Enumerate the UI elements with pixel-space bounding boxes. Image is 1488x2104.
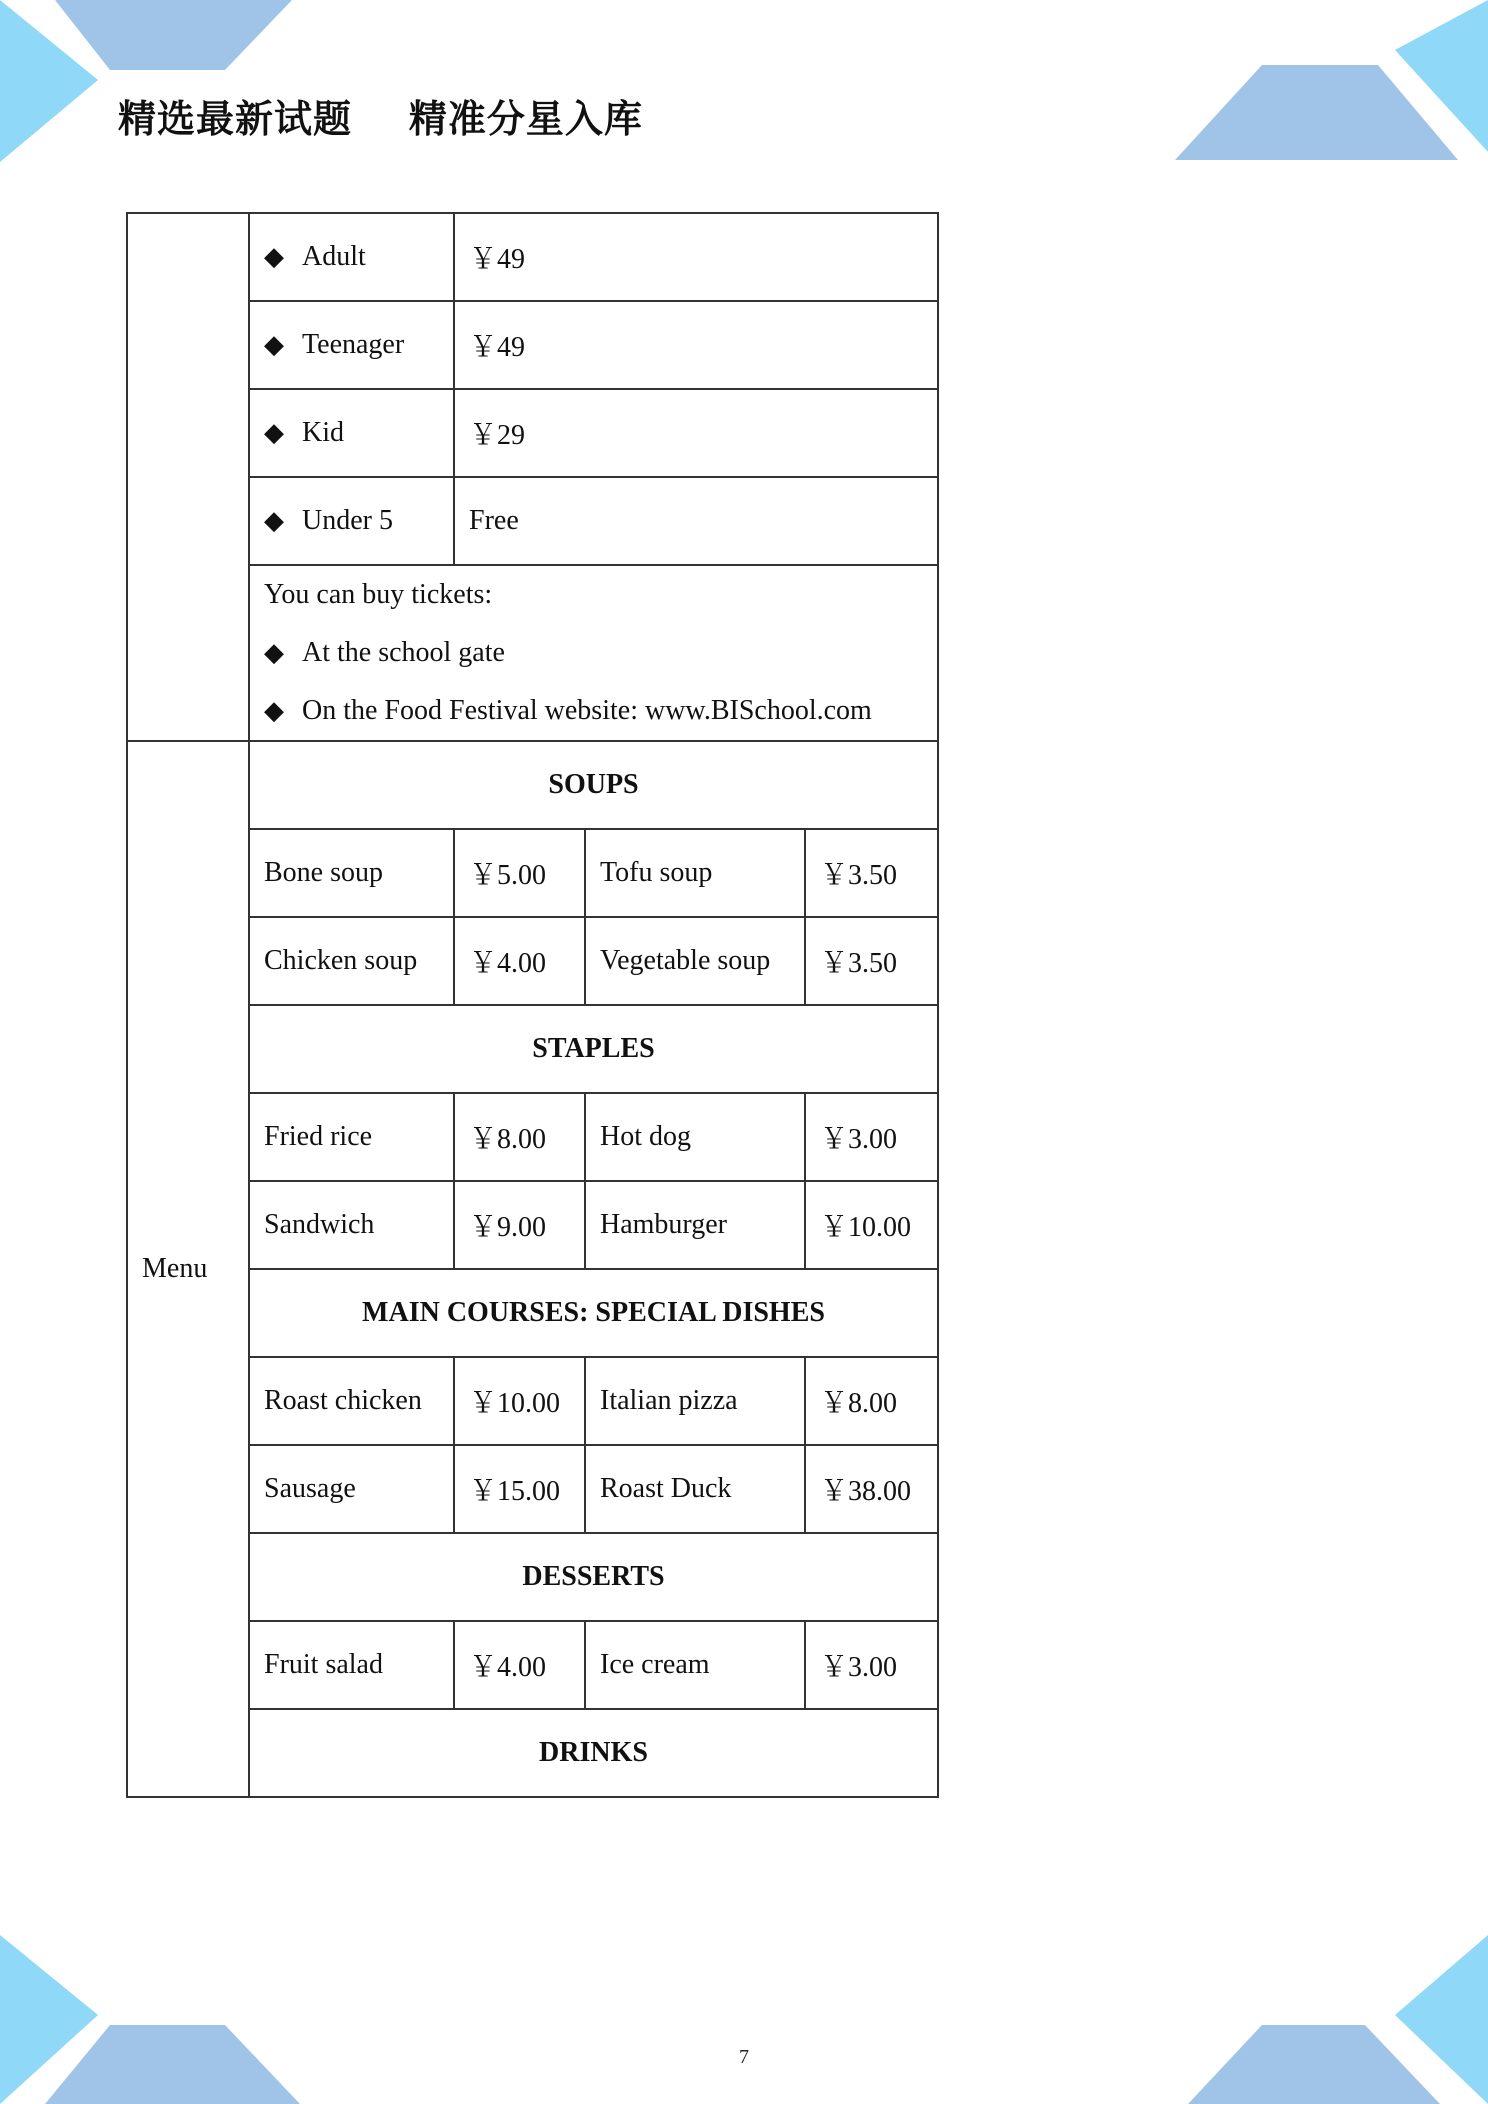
ticket-type-cell <box>249 301 454 389</box>
buy-option-item <box>264 624 923 682</box>
menu-item-price: ￥3.00 <box>805 1621 938 1709</box>
menu-item-name: Hamburger <box>585 1181 805 1269</box>
menu-item-price: ￥10.00 <box>805 1181 938 1269</box>
menu-item-price: ￥4.00 <box>454 1621 585 1709</box>
menu-item-row <box>127 1093 938 1181</box>
menu-item-price: ￥38.00 <box>805 1445 938 1533</box>
ticket-type-cell <box>249 389 454 477</box>
menu-item-row <box>127 917 938 1005</box>
menu-item-row <box>127 1357 938 1445</box>
menu-item-name: Vegetable soup <box>585 917 805 1005</box>
ticket-type-label: Under 5 <box>302 505 393 536</box>
ticket-price: ￥49 <box>454 301 938 389</box>
menu-section-row <box>127 1005 938 1093</box>
menu-item-name: Hot dog <box>585 1093 805 1181</box>
buy-option-text: At the school gate <box>302 637 505 668</box>
menu-item-row <box>127 1621 938 1709</box>
menu-item-name: Fried rice <box>249 1093 454 1181</box>
menu-item-price: ￥15.00 <box>454 1445 585 1533</box>
ticket-price: ￥49 <box>454 213 938 301</box>
menu-section-title: SOUPS <box>249 741 938 829</box>
menu-item-name: Roast Duck <box>585 1445 805 1533</box>
menu-item-price: ￥5.00 <box>454 829 585 917</box>
top-right-trapezoid <box>1175 65 1458 160</box>
buy-option-text: On the Food Festival website: www.BISchool.com <box>302 695 872 726</box>
diamond-bullet-icon: ◆ <box>264 418 284 447</box>
menu-item-name: Italian pizza <box>585 1357 805 1445</box>
ticket-type-label: Adult <box>302 241 366 272</box>
page-header-title: 精选最新试题 精准分星入库 <box>118 97 643 141</box>
ticket-type-label: Kid <box>302 417 344 448</box>
festival-info-table <box>126 212 939 1798</box>
menu-item-price: ￥10.00 <box>454 1357 585 1445</box>
menu-section-title: DRINKS <box>249 1709 938 1797</box>
menu-item-name: Bone soup <box>249 829 454 917</box>
ticket-row <box>127 213 938 301</box>
ticket-type-cell <box>249 213 454 301</box>
menu-section-title: MAIN COURSES: SPECIAL DISHES <box>249 1269 938 1357</box>
menu-item-price: ￥8.00 <box>805 1357 938 1445</box>
menu-section-title: DESSERTS <box>249 1533 938 1621</box>
ticket-row <box>127 389 938 477</box>
menu-item-name: Tofu soup <box>585 829 805 917</box>
buy-option-item <box>264 682 923 740</box>
menu-item-price: ￥3.50 <box>805 917 938 1005</box>
menu-item-price: ￥3.00 <box>805 1093 938 1181</box>
diamond-bullet-icon: ◆ <box>264 506 284 535</box>
menu-section-row <box>127 1269 938 1357</box>
bottom-left-triangle <box>0 1935 98 2104</box>
menu-item-name: Fruit salad <box>249 1621 454 1709</box>
tickets-side-cell <box>127 213 249 741</box>
menu-label: Menu <box>127 741 249 1797</box>
ticket-type-cell <box>249 477 454 565</box>
ticket-row <box>127 301 938 389</box>
buy-intro-text: You can buy tickets: <box>264 579 493 610</box>
menu-section-row <box>127 741 938 829</box>
top-left-triangle <box>0 0 98 162</box>
menu-item-price: ￥8.00 <box>454 1093 585 1181</box>
menu-item-price: ￥9.00 <box>454 1181 585 1269</box>
top-left-trapezoid <box>55 0 292 70</box>
menu-item-price: ￥4.00 <box>454 917 585 1005</box>
menu-item-price: ￥3.50 <box>805 829 938 917</box>
bottom-right-triangle <box>1395 1935 1488 2104</box>
diamond-bullet-icon: ◆ <box>264 242 284 271</box>
menu-item-name: Sausage <box>249 1445 454 1533</box>
menu-section-title: STAPLES <box>249 1005 938 1093</box>
ticket-purchase-notes <box>249 565 938 741</box>
menu-section-row <box>127 1709 938 1797</box>
menu-item-row <box>127 1445 938 1533</box>
menu-item-name: Chicken soup <box>249 917 454 1005</box>
menu-section-row <box>127 1533 938 1621</box>
menu-item-row <box>127 829 938 917</box>
top-right-triangle <box>1395 0 1488 152</box>
menu-item-name: Ice cream <box>585 1621 805 1709</box>
ticket-price: Free <box>454 477 938 565</box>
menu-item-name: Roast chicken <box>249 1357 454 1445</box>
page-number: 7 <box>739 2046 749 2068</box>
ticket-purchase-row <box>127 565 938 741</box>
ticket-type-label: Teenager <box>302 329 405 360</box>
diamond-bullet-icon: ◆ <box>264 330 284 359</box>
menu-item-row <box>127 1181 938 1269</box>
diamond-bullet-icon: ◆ <box>264 696 284 725</box>
ticket-price: ￥29 <box>454 389 938 477</box>
diamond-bullet-icon: ◆ <box>264 638 284 667</box>
ticket-row <box>127 477 938 565</box>
menu-item-name: Sandwich <box>249 1181 454 1269</box>
